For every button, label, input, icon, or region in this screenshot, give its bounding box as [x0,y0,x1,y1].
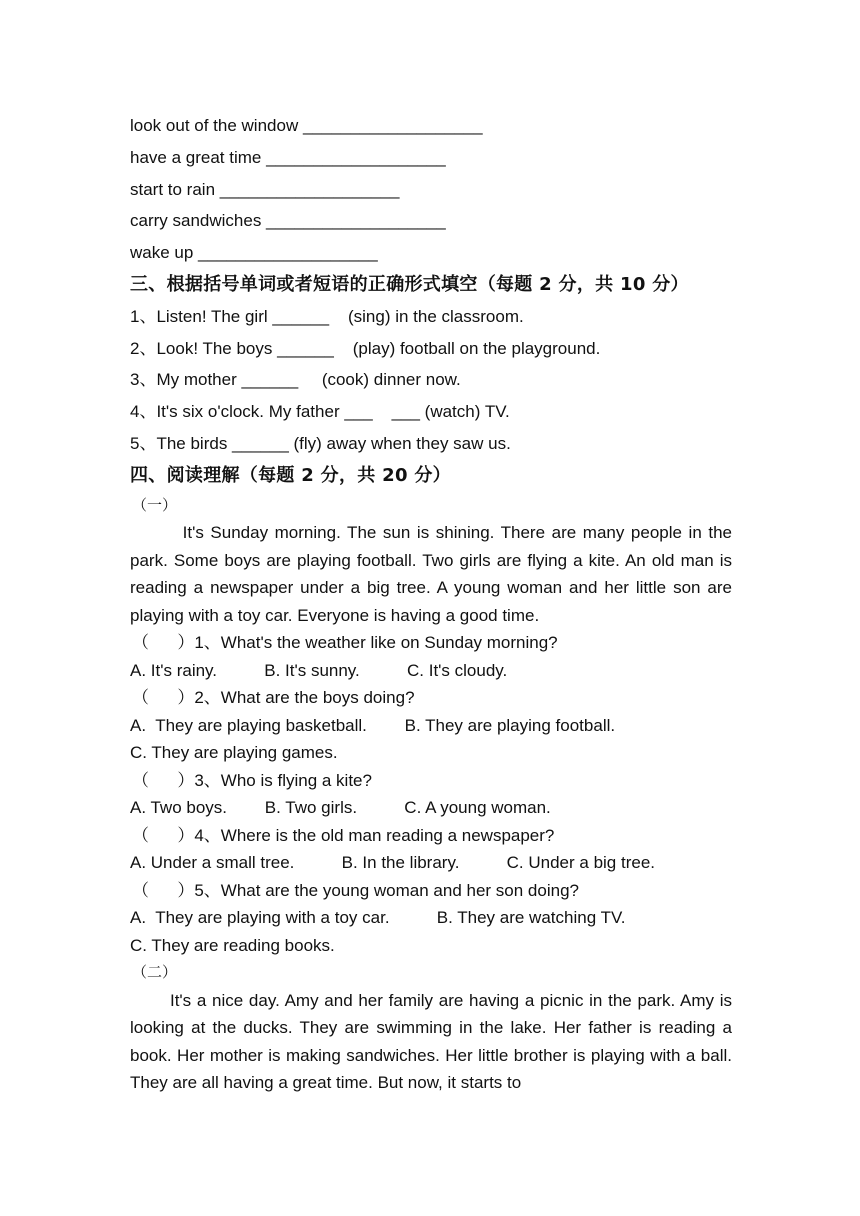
section3-items [130,301,732,460]
question-options: A. Two boys. B. Two girls. C. A young woman. [130,798,551,818]
fill-blank-item: 2、Look! The boys ______ (play) football on the playground. [130,338,601,358]
phrase-item: have a great time ___________________ [130,147,446,167]
fill-blank-item: 1、Listen! The girl ______ (sing) in the classroom. [130,306,524,326]
question-options: C. They are reading books. [130,935,335,955]
passage1-text: It's Sunday morning. The sun is shining. There are many people in the park. Some boys are playing football. Two girls are flying a kite. An old man is reading a newspaper under a big tree. A young woman and her little son are playing with a toy car. Everyone is having a good time. [130,523,737,625]
question-stem: （ ）1、What's the weather like on Sunday morning? [132,633,558,653]
passage1-label: （一） [132,495,178,514]
worksheet-page [130,110,737,1097]
phrase-item: look out of the window ___________________ [130,116,483,135]
section4-heading: 四、阅读理解（每题 2 分，共 20 分） [130,464,451,486]
question-stem: （ ）5、What are the young woman and her son doing? [132,880,579,900]
question-stem: （ ）4、Where is the old man reading a newspaper? [132,825,555,845]
fill-blank-item: 3、My mother ______ (cook) dinner now. [130,370,461,390]
passage2-label: （二） [132,963,178,982]
question-options: A. They are playing basketball. B. They are playing football. [130,715,616,735]
passage1-questions [130,629,732,959]
fill-blank-item: 4、It's six o'clock. My father ___ ___ (watch) TV. [130,402,510,422]
phrase-list [130,110,732,269]
question-stem: （ ）2、What are the boys doing? [132,688,415,708]
phrase-item: wake up ___________________ [130,243,378,263]
question-options: A. Under a small tree. B. In the library. C. Under a big tree. [130,853,655,873]
section3-heading: 三、根据括号单词或者短语的正确形式填空（每题 2 分，共 10 分） [130,273,689,295]
question-options: A. It's rainy. B. It's sunny. C. It's cloudy. [130,660,508,680]
fill-blank-item: 5、The birds ______ (fly) away when they saw us. [130,433,511,453]
phrase-item: start to rain ___________________ [130,179,400,199]
question-options: A. They are playing with a toy car. B. They are watching TV. [130,908,626,928]
phrase-item: carry sandwiches ___________________ [130,211,446,231]
question-stem: （ ）3、Who is flying a kite? [132,770,372,790]
question-options: C. They are playing games. [130,743,338,763]
passage2-text: It's a nice day. Amy and her family are having a picnic in the park. Amy is looking at the ducks. They are swimming in the lake. Her father is reading a book. Her mother is making sandwiches. Her little brother is playing with a ball. They are all having a great time. But now, it starts to [130,990,737,1093]
